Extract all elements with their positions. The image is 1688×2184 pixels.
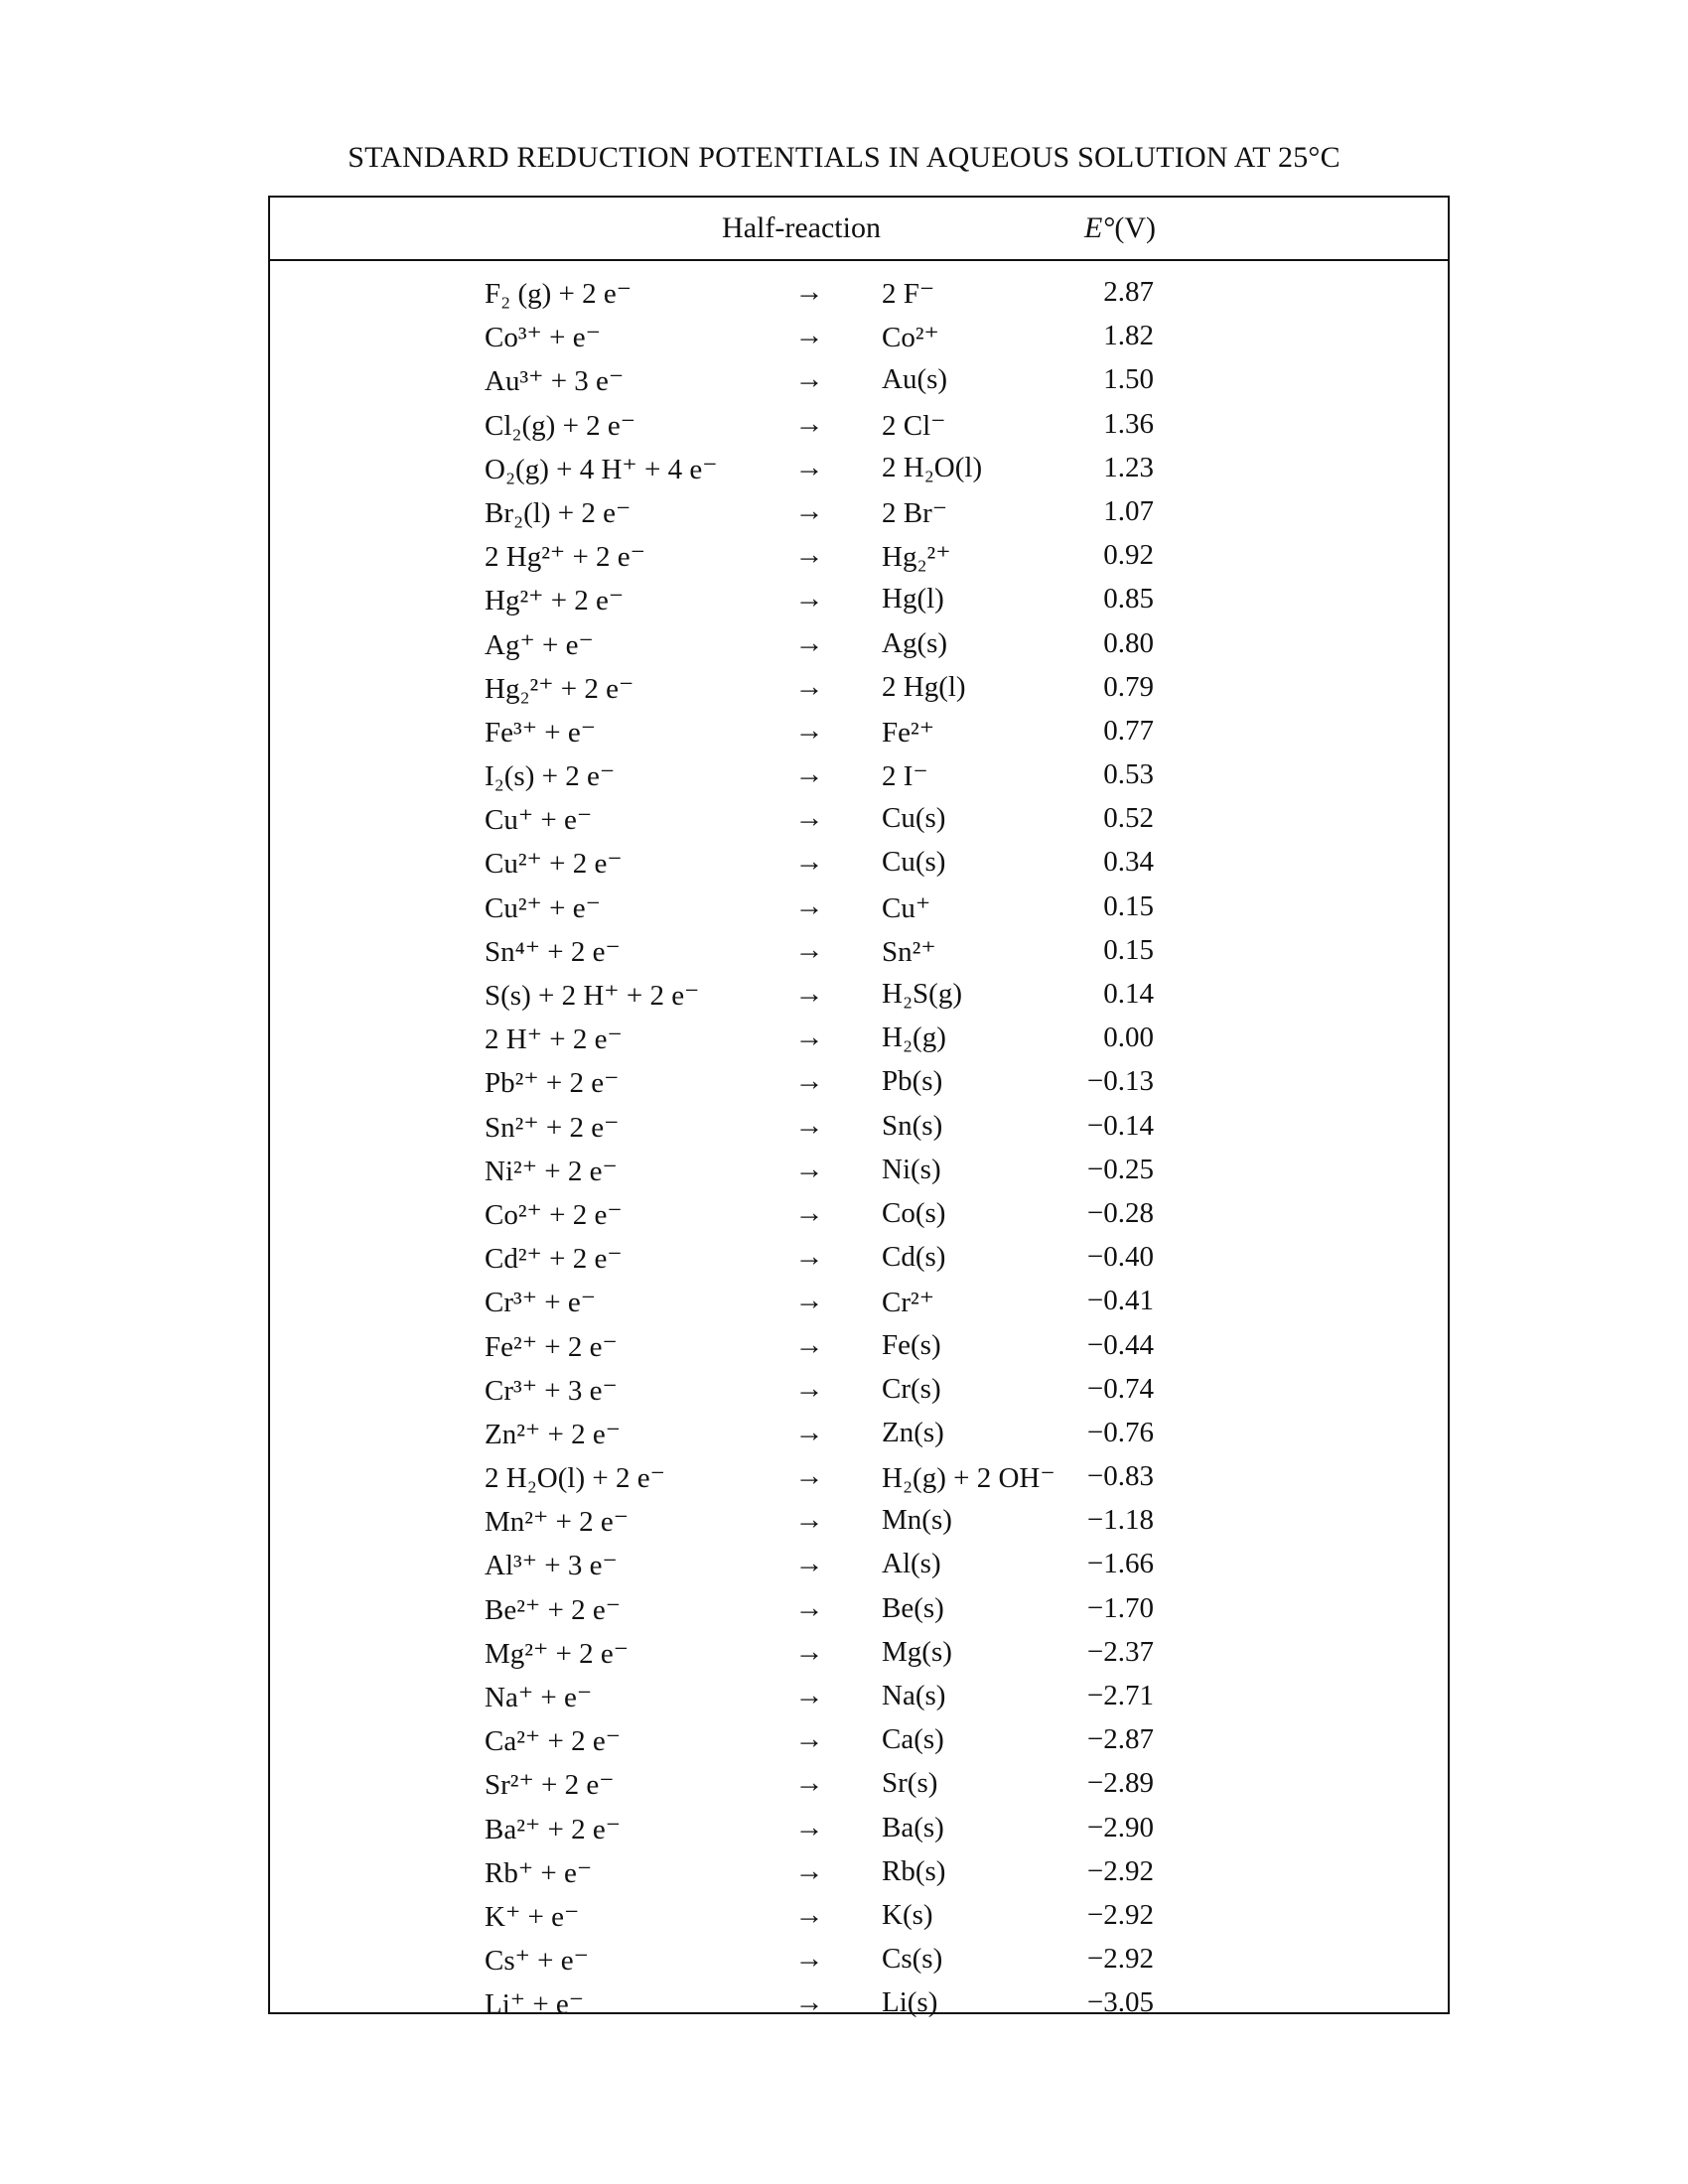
reactants-cell: Ni²⁺ + 2 e⁻ — [485, 1155, 618, 1187]
products-cell: Hg(l) — [882, 583, 944, 615]
products-cell: Cs(s) — [882, 1943, 943, 1976]
table-row — [270, 1197, 1448, 1241]
reactants-cell: Pb²⁺ + 2 e⁻ — [485, 1067, 620, 1100]
reaction-arrow: → — [794, 1241, 824, 1274]
table-row — [270, 1723, 1448, 1767]
products-cell: 2 Cl⁻ — [882, 409, 946, 442]
table-row — [270, 583, 1448, 626]
reactants-cell: Co³⁺ + e⁻ — [485, 322, 601, 354]
potential-value: 1.82 — [1103, 320, 1154, 352]
potential-value: 0.52 — [1103, 802, 1154, 835]
reactants-cell: Ba²⁺ + 2 e⁻ — [485, 1813, 621, 1845]
products-cell: H₂(g) — [882, 1022, 946, 1054]
potential-value: −0.13 — [1086, 1065, 1154, 1098]
table-row — [270, 276, 1448, 320]
potential-value: 0.85 — [1103, 583, 1154, 615]
products-cell: Cu⁺ — [882, 891, 931, 924]
potential-value: 1.23 — [1103, 451, 1154, 483]
reaction-arrow: → — [794, 1767, 824, 1800]
reaction-arrow: → — [794, 1898, 824, 1931]
table-row — [270, 408, 1448, 452]
products-cell: 2 Hg(l) — [882, 670, 966, 703]
products-cell: Ag(s) — [882, 626, 948, 659]
potential-value: 0.53 — [1103, 758, 1154, 791]
reaction-arrow: → — [794, 1285, 824, 1317]
reactants-cell: O₂(g) + 4 H⁺ + 4 e⁻ — [485, 453, 718, 485]
reaction-arrow: → — [794, 1372, 824, 1405]
reactants-cell: Cr³⁺ + e⁻ — [485, 1287, 597, 1319]
potential-value: −2.71 — [1086, 1680, 1154, 1711]
reactants-cell: Na⁺ + e⁻ — [485, 1682, 593, 1713]
products-cell: Li(s) — [882, 1986, 938, 2019]
reactants-cell: Cs⁺ + e⁻ — [485, 1945, 589, 1978]
e-symbol: E° — [1084, 211, 1115, 244]
reactants-cell: S(s) + 2 H⁺ + 2 e⁻ — [485, 980, 700, 1012]
table-row — [270, 1154, 1448, 1197]
reactants-cell: Hg₂²⁺ + 2 e⁻ — [485, 672, 634, 705]
reactants-cell: Sn²⁺ + 2 e⁻ — [485, 1111, 620, 1144]
reaction-arrow: → — [794, 451, 824, 483]
table-row — [270, 1636, 1448, 1680]
reactants-cell: Au³⁺ + 3 e⁻ — [485, 365, 625, 398]
potential-value: −2.92 — [1086, 1898, 1154, 1931]
reactants-cell: Zn²⁺ + 2 e⁻ — [485, 1418, 621, 1450]
potential-value: 0.14 — [1103, 978, 1154, 1010]
reactants-cell: Hg²⁺ + 2 e⁻ — [485, 585, 625, 617]
table-row — [270, 890, 1448, 934]
products-cell: Fe²⁺ — [882, 716, 935, 749]
potential-value: −1.18 — [1086, 1504, 1154, 1537]
reactants-cell: 2 H⁺ + 2 e⁻ — [485, 1024, 623, 1056]
potential-value: −0.44 — [1086, 1328, 1154, 1361]
products-cell: K(s) — [882, 1898, 933, 1931]
reaction-arrow: → — [794, 1460, 824, 1493]
potential-value: −1.66 — [1086, 1548, 1154, 1580]
potential-value: −2.89 — [1086, 1767, 1154, 1800]
table-row — [270, 363, 1448, 407]
reactants-cell: Mg²⁺ + 2 e⁻ — [485, 1637, 630, 1670]
reduction-potentials-table — [268, 196, 1450, 2021]
reactants-cell: Cl₂(g) + 2 e⁻ — [485, 409, 636, 442]
table-row — [270, 1417, 1448, 1460]
table-header — [270, 198, 1448, 261]
products-cell: 2 Br⁻ — [882, 496, 948, 529]
reactants-cell: Mn²⁺ + 2 e⁻ — [485, 1506, 630, 1539]
table-row — [270, 1592, 1448, 1636]
table-row — [270, 1285, 1448, 1328]
products-cell: Zn(s) — [882, 1416, 944, 1448]
reaction-arrow: → — [794, 320, 824, 352]
reactants-cell: Ag⁺ + e⁻ — [485, 628, 594, 661]
potential-value: 0.15 — [1103, 933, 1154, 966]
reaction-arrow: → — [794, 539, 824, 572]
products-cell: Ca(s) — [882, 1723, 944, 1756]
reaction-arrow: → — [794, 1723, 824, 1756]
table-row — [270, 978, 1448, 1022]
products-cell: Rb(s) — [882, 1854, 946, 1887]
reactants-cell: Rb⁺ + e⁻ — [485, 1856, 593, 1889]
table-row — [270, 671, 1448, 715]
potential-value: −0.40 — [1086, 1241, 1154, 1274]
table-row — [270, 627, 1448, 671]
reactants-cell: Br₂(l) + 2 e⁻ — [485, 496, 632, 529]
reactants-cell: Cr³⁺ + 3 e⁻ — [485, 1374, 618, 1407]
reaction-arrow: → — [794, 1811, 824, 1843]
products-cell: Cr(s) — [882, 1372, 941, 1405]
products-cell: Ni(s) — [882, 1153, 941, 1185]
products-cell: Co(s) — [882, 1196, 946, 1229]
reactants-cell: Cu⁺ + e⁻ — [485, 804, 593, 837]
reaction-arrow: → — [794, 758, 824, 791]
table-row — [270, 1110, 1448, 1154]
potential-value: −0.74 — [1086, 1372, 1154, 1405]
table-row — [270, 846, 1448, 889]
table-row — [270, 1329, 1448, 1373]
products-cell: 2 H₂O(l) — [882, 451, 983, 483]
potential-value: 2.87 — [1103, 276, 1154, 308]
table-row — [270, 495, 1448, 539]
table-row — [270, 715, 1448, 758]
potential-value: −0.83 — [1086, 1460, 1154, 1493]
potential-value: −0.25 — [1086, 1153, 1154, 1185]
products-cell: Pb(s) — [882, 1065, 943, 1098]
reaction-arrow: → — [794, 1943, 824, 1976]
table-row — [270, 1460, 1448, 1504]
reaction-arrow: → — [794, 670, 824, 703]
reaction-arrow: → — [794, 1504, 824, 1537]
table-row — [270, 1022, 1448, 1065]
table-row — [270, 1812, 1448, 1855]
reaction-arrow: → — [794, 802, 824, 835]
page-title: STANDARD REDUCTION POTENTIALS IN AQUEOUS SOLUTION AT 25°C — [348, 141, 1340, 174]
reaction-arrow: → — [794, 1548, 824, 1580]
reactants-cell: Cu²⁺ + e⁻ — [485, 891, 601, 924]
products-cell: 2 F⁻ — [882, 278, 935, 310]
products-cell: Mn(s) — [882, 1504, 952, 1537]
reaction-arrow: → — [794, 626, 824, 659]
reactants-cell: 2 H₂O(l) + 2 e⁻ — [485, 1462, 665, 1495]
reaction-arrow: → — [794, 846, 824, 879]
table-row — [270, 539, 1448, 583]
potential-value: −1.70 — [1086, 1591, 1154, 1624]
potential-value: −0.41 — [1086, 1285, 1154, 1317]
reaction-arrow: → — [794, 1854, 824, 1887]
products-cell: Sn²⁺ — [882, 935, 936, 968]
potential-value: 0.79 — [1103, 670, 1154, 703]
reaction-arrow: → — [794, 1065, 824, 1098]
reaction-arrow: → — [794, 889, 824, 922]
products-cell: Cr²⁺ — [882, 1287, 935, 1319]
reaction-arrow: → — [794, 933, 824, 966]
potential-value: −2.87 — [1086, 1723, 1154, 1756]
table-row — [270, 1065, 1448, 1109]
products-cell: Hg₂²⁺ — [882, 541, 951, 574]
reaction-arrow: → — [794, 1986, 824, 2019]
reactants-cell: K⁺ + e⁻ — [485, 1900, 580, 1933]
reactants-cell: Be²⁺ + 2 e⁻ — [485, 1593, 621, 1626]
potential-value: 0.34 — [1103, 846, 1154, 879]
products-cell: Mg(s) — [882, 1635, 952, 1668]
table-row — [270, 320, 1448, 363]
table-row — [270, 1680, 1448, 1723]
reactants-cell: Co²⁺ + 2 e⁻ — [485, 1198, 623, 1231]
products-cell: Sn(s) — [882, 1109, 943, 1142]
potential-value: −3.05 — [1086, 1986, 1154, 2019]
reaction-arrow: → — [794, 494, 824, 527]
table-row — [270, 802, 1448, 846]
products-cell: Au(s) — [882, 363, 948, 396]
reaction-arrow: → — [794, 1591, 824, 1624]
reaction-arrow: → — [794, 407, 824, 440]
reaction-arrow: → — [794, 1680, 824, 1711]
table-row — [270, 934, 1448, 978]
reaction-arrow: → — [794, 1635, 824, 1668]
potential-value: 0.92 — [1103, 539, 1154, 572]
potential-value: 1.36 — [1103, 407, 1154, 440]
potential-value: 0.15 — [1103, 889, 1154, 922]
reactants-cell: Fe²⁺ + 2 e⁻ — [485, 1330, 618, 1363]
half-reaction-column-header: Half-reaction — [722, 211, 881, 244]
reactants-cell: Sr²⁺ + 2 e⁻ — [485, 1769, 615, 1802]
reaction-arrow: → — [794, 1109, 824, 1142]
products-cell: Cu(s) — [882, 846, 946, 879]
reactants-cell: 2 Hg²⁺ + 2 e⁻ — [485, 541, 645, 574]
potential-value: −0.76 — [1086, 1416, 1154, 1448]
products-cell: Cu(s) — [882, 802, 946, 835]
table-body — [270, 276, 1448, 2031]
table-row — [270, 1373, 1448, 1417]
reaction-arrow: → — [794, 1022, 824, 1054]
reaction-arrow: → — [794, 1416, 824, 1448]
reaction-arrow: → — [794, 363, 824, 396]
products-cell: Fe(s) — [882, 1328, 941, 1361]
reaction-arrow: → — [794, 1328, 824, 1361]
e-unit: (V) — [1114, 211, 1156, 244]
potential-value: 1.50 — [1103, 363, 1154, 396]
products-cell: 2 I⁻ — [882, 760, 928, 793]
reactants-cell: Ca²⁺ + 2 e⁻ — [485, 1725, 621, 1758]
reactants-cell: Li⁺ + e⁻ — [485, 1988, 585, 2021]
products-cell: Cd(s) — [882, 1241, 946, 1274]
potential-value: −0.14 — [1086, 1109, 1154, 1142]
products-cell: Al(s) — [882, 1548, 941, 1580]
table-row — [270, 1986, 1448, 2030]
reaction-arrow: → — [794, 978, 824, 1010]
potential-column-header — [1084, 211, 1156, 245]
products-cell: Ba(s) — [882, 1811, 944, 1843]
reactants-cell: Cd²⁺ + 2 e⁻ — [485, 1243, 623, 1276]
table-row — [270, 1855, 1448, 1899]
reaction-arrow: → — [794, 1196, 824, 1229]
products-cell: H₂(g) + 2 OH⁻ — [882, 1462, 1055, 1495]
reaction-arrow: → — [794, 276, 824, 308]
potential-value: 0.00 — [1103, 1022, 1154, 1054]
table-row — [270, 1548, 1448, 1591]
potential-value: −2.90 — [1086, 1811, 1154, 1843]
reactants-cell: Fe³⁺ + e⁻ — [485, 716, 597, 749]
table-row — [270, 1504, 1448, 1548]
potential-value: −2.37 — [1086, 1635, 1154, 1668]
products-cell: Co²⁺ — [882, 322, 939, 354]
products-cell: Na(s) — [882, 1680, 946, 1711]
products-cell: H₂S(g) — [882, 978, 962, 1010]
reactants-cell: Al³⁺ + 3 e⁻ — [485, 1550, 618, 1582]
table-row — [270, 452, 1448, 495]
reactants-cell: Cu²⁺ + 2 e⁻ — [485, 848, 623, 881]
reactants-cell: Sn⁴⁺ + 2 e⁻ — [485, 935, 621, 968]
potential-value: −0.28 — [1086, 1196, 1154, 1229]
table-row — [270, 1943, 1448, 1986]
potential-value: 0.80 — [1103, 626, 1154, 659]
potential-value: −2.92 — [1086, 1854, 1154, 1887]
potential-value: 0.77 — [1103, 714, 1154, 747]
potential-value: 1.07 — [1103, 494, 1154, 527]
reaction-arrow: → — [794, 1153, 824, 1185]
potential-value: −2.92 — [1086, 1943, 1154, 1976]
table-row — [270, 1767, 1448, 1811]
products-cell: Sr(s) — [882, 1767, 938, 1800]
reactants-cell: F₂ (g) + 2 e⁻ — [485, 278, 633, 310]
table-row — [270, 1899, 1448, 1943]
products-cell: Be(s) — [882, 1591, 944, 1624]
table-row — [270, 758, 1448, 802]
table-row — [270, 1241, 1448, 1285]
reaction-arrow: → — [794, 583, 824, 615]
reactants-cell: I₂(s) + 2 e⁻ — [485, 760, 616, 793]
reaction-arrow: → — [794, 714, 824, 747]
